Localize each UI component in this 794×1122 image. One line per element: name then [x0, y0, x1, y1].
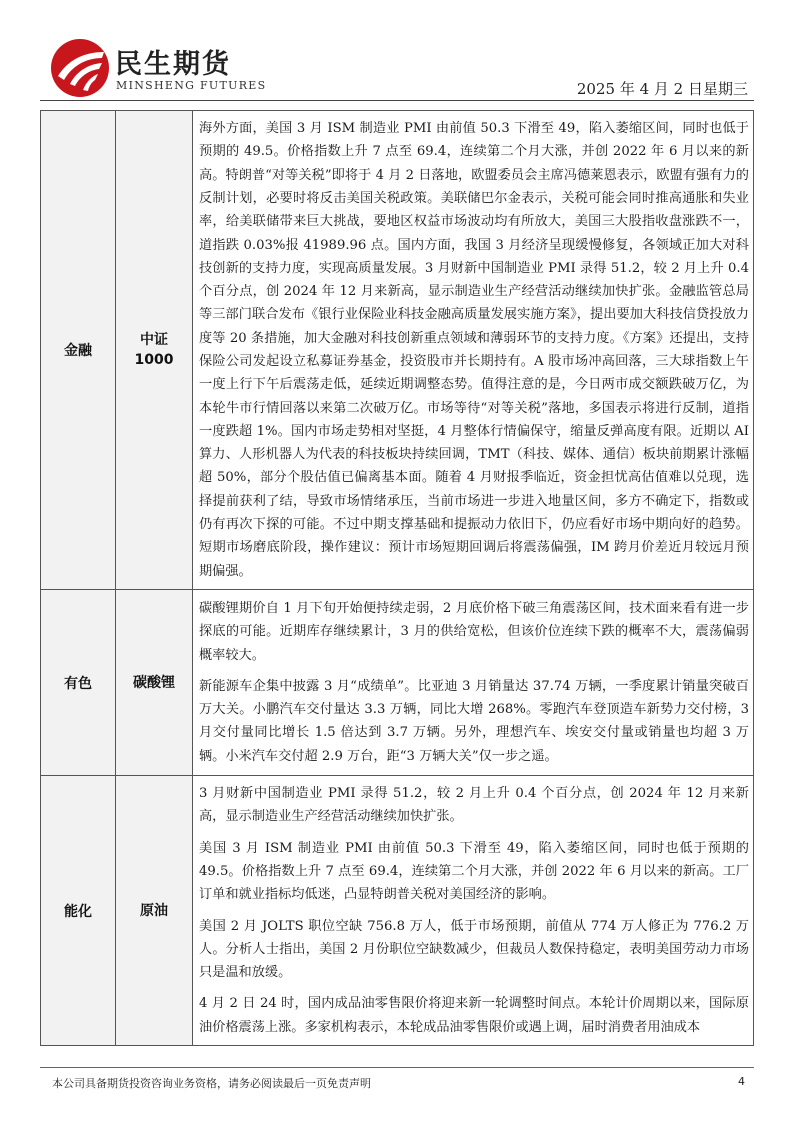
brand-name-en: MINSHENG FUTURES: [116, 79, 267, 92]
sector-cell: 有色: [41, 590, 116, 776]
report-header: [40, 38, 754, 100]
product-cell: [116, 111, 193, 590]
product-name: 中证: [140, 332, 168, 348]
analysis-paragraph: 碳酸锂期价自 1 月下旬开始便持续走弱，2 月底价格下破三角震荡区间，技术面来看有进一步探底的可能。近期库存继续累计，3 月的供给宽松，但该价位连续下跌的概率不大，震荡偏弱概率较大。: [199, 600, 749, 663]
table-row: [41, 111, 754, 590]
analysis-cell: [193, 776, 754, 1046]
minsheng-futures-logo-icon: [50, 38, 110, 98]
footer-rule: [40, 1067, 754, 1068]
analysis-paragraph: 新能源车企集中披露 3 月“成绩单”。比亚迪 3 月销量达 37.74 万辆，一季度累计销量突破百万大关。小鹏汽车交付量达 3.3 万辆，同比大增 268%。零跑汽车登顶造车新势力交付榜，3 月交付量同比增长 1.5 倍达到 3.7 万辆。另外，理想汽车、埃安交付量或销量也均超 3 万辆。小米汽车交付超 2.9 万台，距“3 万辆大关”仅一步之遥。: [199, 678, 749, 764]
table-row: [41, 776, 754, 1046]
header-rule: [40, 100, 754, 101]
analysis-paragraph: 美国 3 月 ISM 制造业 PMI 由前值 50.3 下滑至 49，陷入萎缩区间，同时也低于预期的 49.5。价格指数上升 7 点至 69.4，连续第二个月大涨，并创 2022 年 6 月以来的新高。工厂订单和就业指标均低迷，凸显特朗普关税对美国经济的影响。: [199, 840, 749, 903]
page-number: 4: [738, 1075, 745, 1088]
table-row: [41, 590, 754, 776]
product-cell: [116, 776, 193, 1046]
analysis-paragraph: 海外方面，美国 3 月 ISM 制造业 PMI 由前值 50.3 下滑至 49，陷入萎缩区间，同时也低于预期的 49.5。价格指数上升 7 点至 69.4，连续第二个月大涨，并创 2022 年 6 月以来的新高。特朗普“对等关税”即将于 4 月 2 日落地，欧盟委员会主席冯德莱恩表示，欧盟有强有力的反制计划，必要时将反击美国关税政策。美联储巴尔金表示，关税可能会同时推高通胀和失业率，给美联储带来巨大挑战，要地区权益市场波动均有所放大，美国三大股指收盘涨跌不一，道指跌 0.03%报 41989.96 点。国内方面，我国 3 月经济呈现缓慢修复，各领域正加大对科技创新的支持力度，实现高质量发展。3 月财新中国制造业 PMI 录得 51.2，较 2 月上升 0.4 个百分点，创 2024 年 12 月来新高，显示制造业生产经营活动继续加快扩张。金融监管总局等三部门联合发布《银行业保险业科技金融高质量发展实施方案》，提出要加大科技信贷投放力度等 20 条措施，加大金融对科技创新重点领域和薄弱环节的支持力度。《方案》还提出，支持保险公司发起设立私募证券基金，投资股市并长期持有。A 股市场冲高回落，三大球指数上午一度上行下午后震荡走低，延续近期调整态势。值得注意的是，今日两市成交额跌破万亿，为本轮牛市行情回落以来第二次破万亿。市场等待“对等关税”落地，多国表示将进行反制，道指一度跌超 1%。国内市场走势相对坚挺，4 月整体行情偏保守，缩量反弹高度有限。近期以 AI 算力、人形机器人为代表的科技板块持续回调，TMT（科技、媒体、通信）板块前期累计涨幅超 50%，部分个股估值已偏离基本面。随着 4 月财报季临近，资金担忧高估值难以兑现，选择提前获利了结，导致市场情绪承压，当前市场进一步进入地量区间，多方不确定下，指数或仍有再次下探的可能。不过中期支撑基础和提振动力依旧下，仍应看好市场中期向好的趋势。短期市场磨底阶段，操作建议：预计市场短期回调后将震荡偏强，IM 跨月价差近月较远月预期偏强。: [199, 121, 749, 579]
analysis-cell: [193, 590, 754, 776]
analysis-paragraph: 3 月财新中国制造业 PMI 录得 51.2，较 2 月上升 0.4 个百分点，创 2024 年 12 月来新高，显示制造业生产经营活动继续加快扩张。: [199, 786, 749, 825]
report-date: 2025 年 4 月 2 日星期三: [576, 80, 748, 98]
analysis-cell: [193, 111, 754, 590]
product-name-code: 1000: [134, 352, 174, 368]
brand-name-cn: 民生期货: [115, 49, 231, 80]
product-name: 碳酸锂: [133, 674, 175, 691]
sector-cell: 金融: [41, 111, 116, 590]
footer-disclaimer: 本公司具备期货投资咨询业务资格，请务必阅读最后一页免责声明: [52, 1077, 371, 1090]
sector-cell: 能化: [41, 776, 116, 1046]
analysis-paragraph: 4 月 2 日 24 时，国内成品油零售限价将迎来新一轮调整时间点。本轮计价周期以来，国际原油价格震荡上涨。多家机构表示，本轮成品油零售限价或遇上调，届时消费者用油成本: [199, 996, 749, 1035]
product-name: 原油: [140, 902, 168, 919]
analysis-paragraph: 美国 2 月 JOLTS 职位空缺 756.8 万人，低于市场预期，前值从 774 万人修正为 776.2 万人。分析人士指出，美国 2 月份职位空缺数减少，但裁员人数保持稳定，表明美国劳动力市场只是温和放缓。: [199, 918, 749, 981]
commodity-table: [40, 110, 754, 1046]
product-cell: [116, 590, 193, 776]
